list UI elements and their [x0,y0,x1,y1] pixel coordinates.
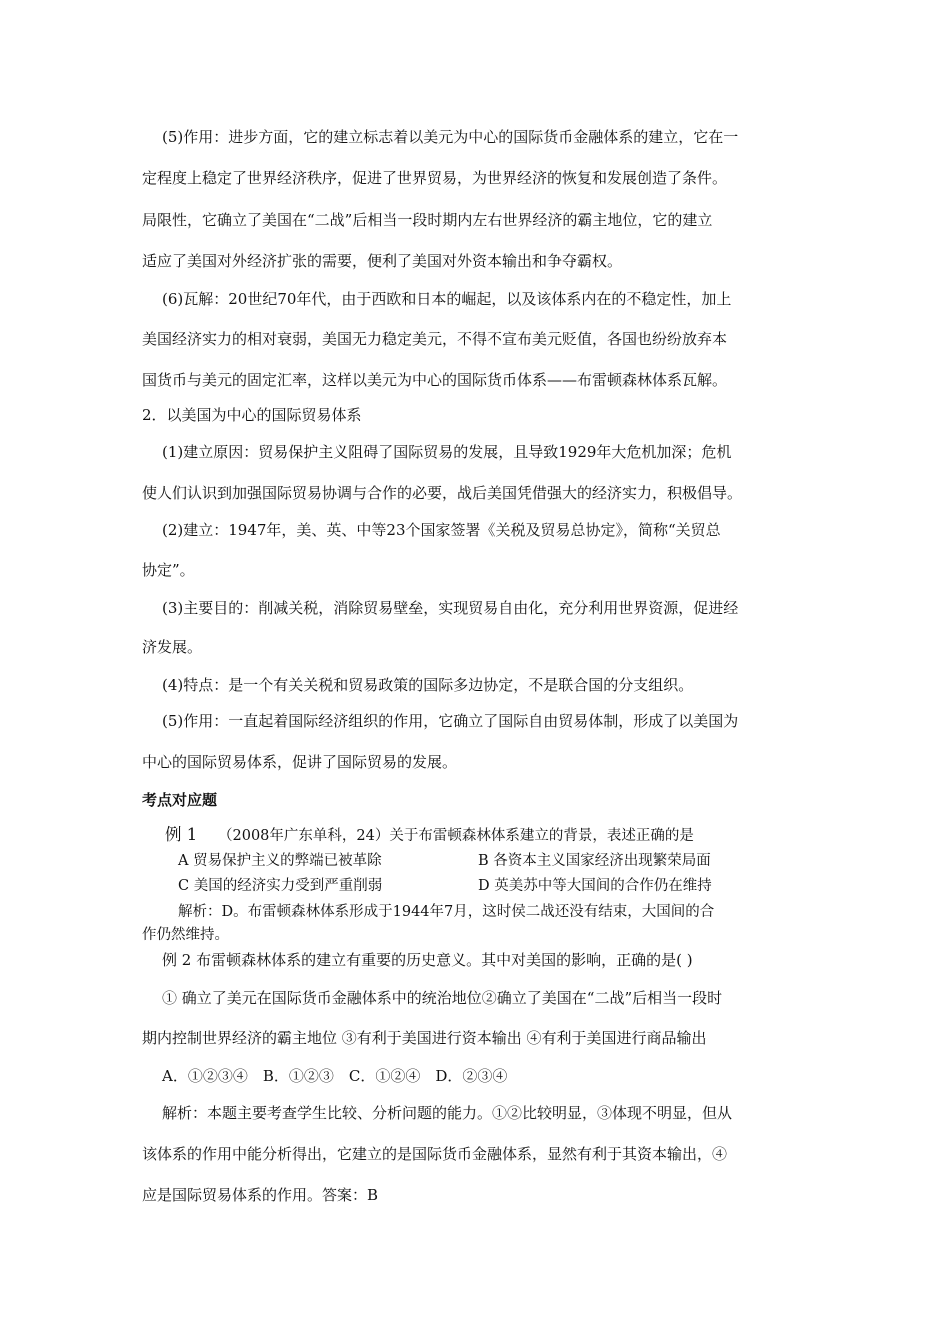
option-b: B 各资本主义国家经济出现繁荣局面 [478,853,711,869]
paragraph-line: (4)特点：是一个有关关税和贸易政策的国际多边协定，不是联合国的分支组织。 [162,676,694,694]
paragraph-line: 适应了美国对外经济扩张的需要，便利了美国对外资本输出和争夺霸权。 [142,252,623,270]
paragraph-line: (2)建立：1947年，美、英、中等23个国家签署《关税及贸易总协定》，简称“关贸总 [162,521,721,539]
example-2-choices: A．①②③④ B．①②③ C．①②④ D．②③④ [162,1067,508,1085]
example-2-analysis-answer: 应是国际贸易体系的作用。答案：B [142,1186,379,1204]
paragraph-line: (5)作用：一直起着国际经济组织的作用，它确立了国际自由贸易体制，形成了以美国为 [162,712,739,730]
example-2-analysis-cont: 该体系的作用中能分析得出，它建立的是国际货币金融体系，显然有利于其资本输出，④ [142,1145,728,1163]
example-2-statements: ① 确立了美元在国际货币金融体系中的统治地位②确立了美国在“二战”后相当一段时 [162,989,723,1007]
paragraph-line: 定程度上稳定了世界经济秩序，促进了世界贸易，为世界经济的恢复和发展创造了条件。 [142,169,728,187]
paragraph-line: (3)主要目的：削减关税，消除贸易壁垒，实现贸易自由化，充分利用世界资源，促进经 [162,599,739,617]
paragraph-line: 美国经济实力的相对衰弱，美国无力稳定美元，不得不宣布美元贬值，各国也纷纷放弃本 [142,330,728,348]
option-a: A 贸易保护主义的弊端已被革除 [178,853,382,869]
paragraph-line: 使人们认识到加强国际贸易协调与合作的必要，战后美国凭借强大的经济实力，积极倡导。 [142,484,743,502]
example-1-solution-cont: 作仍然维持。 [142,927,229,943]
paragraph-line: 中心的国际贸易体系，促讲了国际贸易的发展。 [142,753,458,771]
paragraph-line: 协定”。 [142,561,195,579]
paragraph-line: 济发展。 [142,638,203,656]
paragraph-line: (6)瓦解：20世纪70年代，由于西欧和日本的崛起，以及该体系内在的不稳定性，加上 [162,290,732,308]
paragraph-line: (5)作用：进步方面，它的建立标志着以美元为中心的国际货币金融体系的建立，它在一 [162,128,739,146]
option-d: D 英美苏中等大国间的合作仍在维持 [478,878,712,894]
example-1-solution: 解析：D。布雷顿森林体系形成于1944年7月，这时侯二战还没有结束，大国间的合 [178,904,715,920]
example-1-label: 例 1 [165,825,198,844]
example-1-question: （2008年广东单科，24）关于布雷顿森林体系建立的背景，表述正确的是 [218,828,694,844]
exercises-heading: 考点对应题 [142,791,218,809]
example-2-question: 例 2 布雷顿森林体系的建立有重要的历史意义。其中对美国的影响，正确的是( ) [162,951,693,969]
paragraph-line: 国货币与美元的固定汇率，这样以美元为中心的国际货币体系——布雷顿森林体系瓦解。 [142,371,728,389]
section-heading: 2．以美国为中心的国际贸易体系 [142,406,362,424]
paragraph-line: (1)建立原因：贸易保护主义阻碍了国际贸易的发展，且导致1929年大危机加深；危机 [162,443,732,461]
example-2-statements-cont: 期内控制世界经济的霸主地位 ③有利于美国进行资本输出 ④有利于美国进行商品输出 [142,1029,707,1047]
example-2-analysis: 解析：本题主要考查学生比较、分析问题的能力。①②比较明显，③体现不明显，但从 [162,1104,733,1122]
option-c: C 美国的经济实力受到严重削弱 [178,878,383,894]
paragraph-line: 局限性，它确立了美国在“二战”后相当一段时期内左右世界经济的霸主地位，它的建立 [142,211,713,229]
